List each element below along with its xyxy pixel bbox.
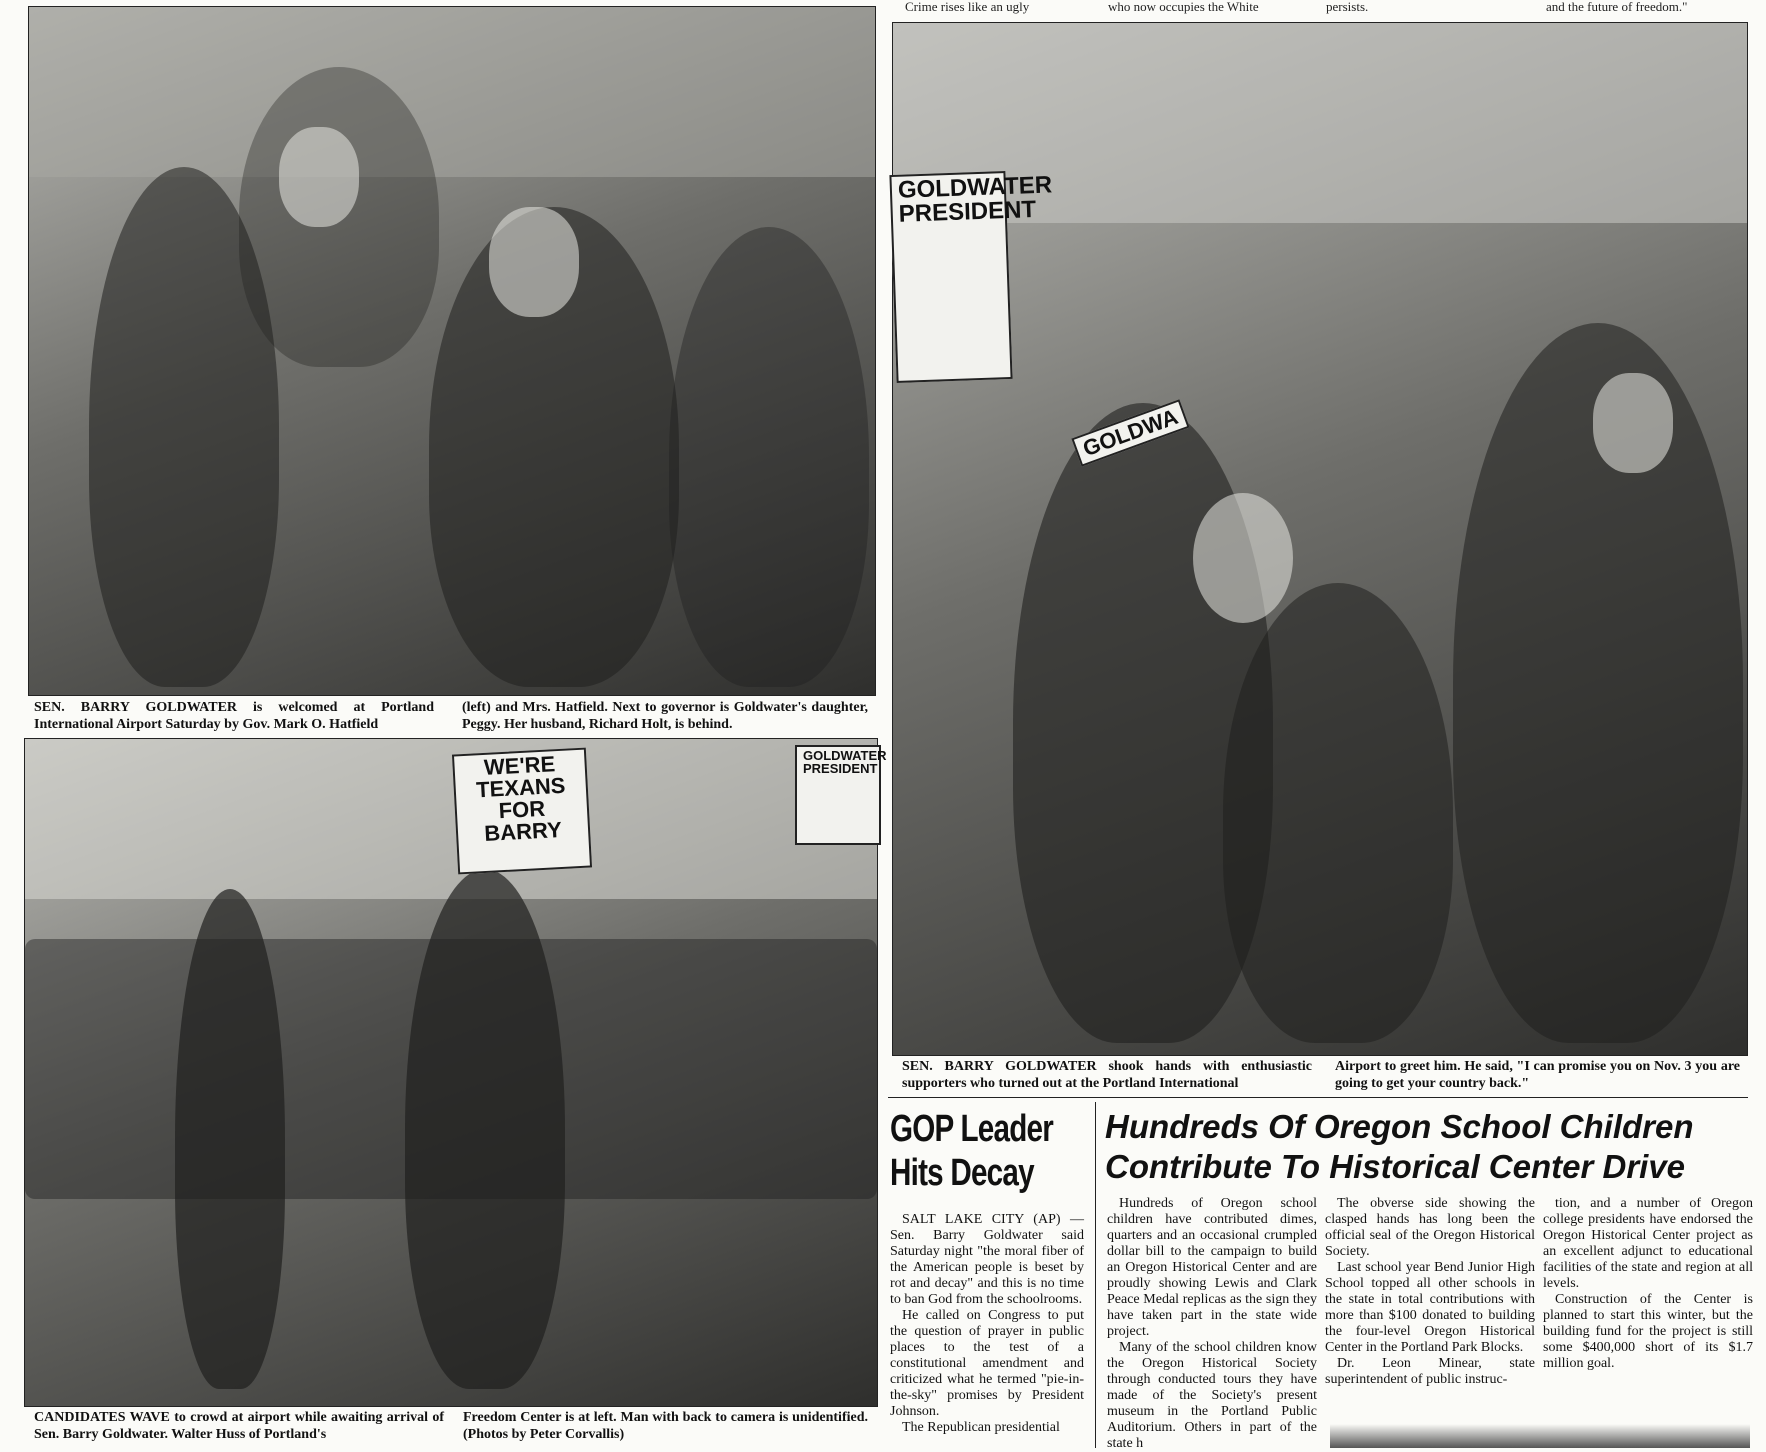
gop-paragraph: He called on Congress to put the question of prayer in public places to the test of a constitutional amendment and criticized what he termed "pie-in-the-sky" promises by President Johnson. — [890, 1308, 1084, 1419]
history-paragraph: Many of the school children know the Oregon Historical Society through conducted tours they have made of the Society's present museum in the Portland Public Auditorium. Others in part of the state h — [1107, 1340, 1317, 1451]
caption-crowd-wave-right: Freedom Center is at left. Man with back to camera is unidentified. (Photos by Peter Corvallis) — [463, 1410, 868, 1442]
gop-story-body — [890, 1212, 1084, 1448]
column-rule — [1095, 1102, 1096, 1448]
history-column-3 — [1543, 1196, 1753, 1378]
history-paragraph: Construction of the Center is planned to start this winter, but the building fund for the project is still some $400,000 short of its $1.7 million goal. — [1543, 1292, 1753, 1371]
history-column-2 — [1325, 1196, 1535, 1448]
caption-handshakes-right: Airport to greet him. He said, "I can promise you on Nov. 3 you are going to get your country back." — [1335, 1059, 1740, 1091]
gop-paragraph: SALT LAKE CITY (AP) — Sen. Barry Goldwater said Saturday night "the moral fiber of the American people is beset by rot and decay" and this is no time to ban God from the schoolrooms. — [890, 1212, 1084, 1307]
sign-goldwater-president: GOLDWATER PRESIDENT — [795, 745, 881, 845]
photo-crowd-wave — [24, 738, 887, 1407]
history-paragraph: Hundreds of Oregon school children have contributed dimes, quarters and an occasional crumpled dollar bill to the campaign to build an Oregon Historical Center and are proudly showing Lewis and Clark Peace Medal replicas as the sign they have taken part in the state wide project. — [1107, 1196, 1317, 1339]
history-paragraph: Last school year Bend Junior High School topped all other schools in the state in total contributions with more than $100 donated to building the four-level Oregon Historical Center in the Portland Park Blocks. — [1325, 1260, 1535, 1355]
photo-handshakes — [892, 22, 1748, 1056]
history-headline-line2: Contribute To Historical Center Drive — [1105, 1148, 1686, 1185]
photo-partial-bottom — [1330, 1424, 1750, 1448]
sign-goldwater-president-2: GOLDWATER PRESIDENT — [889, 171, 1012, 383]
caption-airport-welcome-right: (left) and Mrs. Hatfield. Next to governor is Goldwater's daughter, Peggy. Her husband, Richard Holt, is behind. — [462, 700, 868, 732]
top-fragment-2: who now occupies the White — [1108, 0, 1259, 14]
caption-airport-welcome-left: SEN. BARRY GOLDWATER is welcomed at Portland International Airport Saturday by Gov. Mark O. Hatfield — [34, 700, 434, 732]
sign-goldwa-hat: GOLDWA — [1071, 399, 1189, 467]
top-fragment-3: persists. — [1326, 0, 1369, 14]
history-paragraph: Dr. Leon Minear, state superintendent of public instruc- — [1325, 1356, 1535, 1387]
gop-headline-line1: GOP Leader — [890, 1108, 1053, 1150]
top-fragment-4: and the future of freedom." — [1546, 0, 1688, 14]
sign-texans-for-barry: WE'RE TEXANS FOR BARRY — [452, 748, 592, 875]
history-column-1 — [1107, 1196, 1317, 1451]
top-fragment-1: Crime rises like an ugly — [905, 0, 1030, 14]
caption-crowd-wave-left: CANDIDATES WAVE to crowd at airport while awaiting arrival of Sen. Barry Goldwater. Walter Huss of Portland's — [34, 1410, 444, 1442]
history-headline-line1: Hundreds Of Oregon School Children — [1105, 1108, 1694, 1145]
caption-handshakes-left: SEN. BARRY GOLDWATER shook hands with enthusiastic supporters who turned out at the Portland International — [902, 1059, 1312, 1091]
gop-headline-line2: Hits Decay — [890, 1152, 1034, 1194]
divider-rule — [888, 1097, 1748, 1098]
photo-airport-welcome — [28, 6, 876, 696]
gop-paragraph: The Republican presidential — [902, 1420, 1060, 1435]
history-paragraph: The obverse side showing the clasped hands has long been the official seal of the Oregon Historical Society. — [1325, 1196, 1535, 1259]
history-paragraph: tion, and a number of Oregon college presidents have endorsed the Oregon Historical Center project as an excellent adjunct to educational facilities of the state and region at all levels. — [1543, 1196, 1753, 1291]
